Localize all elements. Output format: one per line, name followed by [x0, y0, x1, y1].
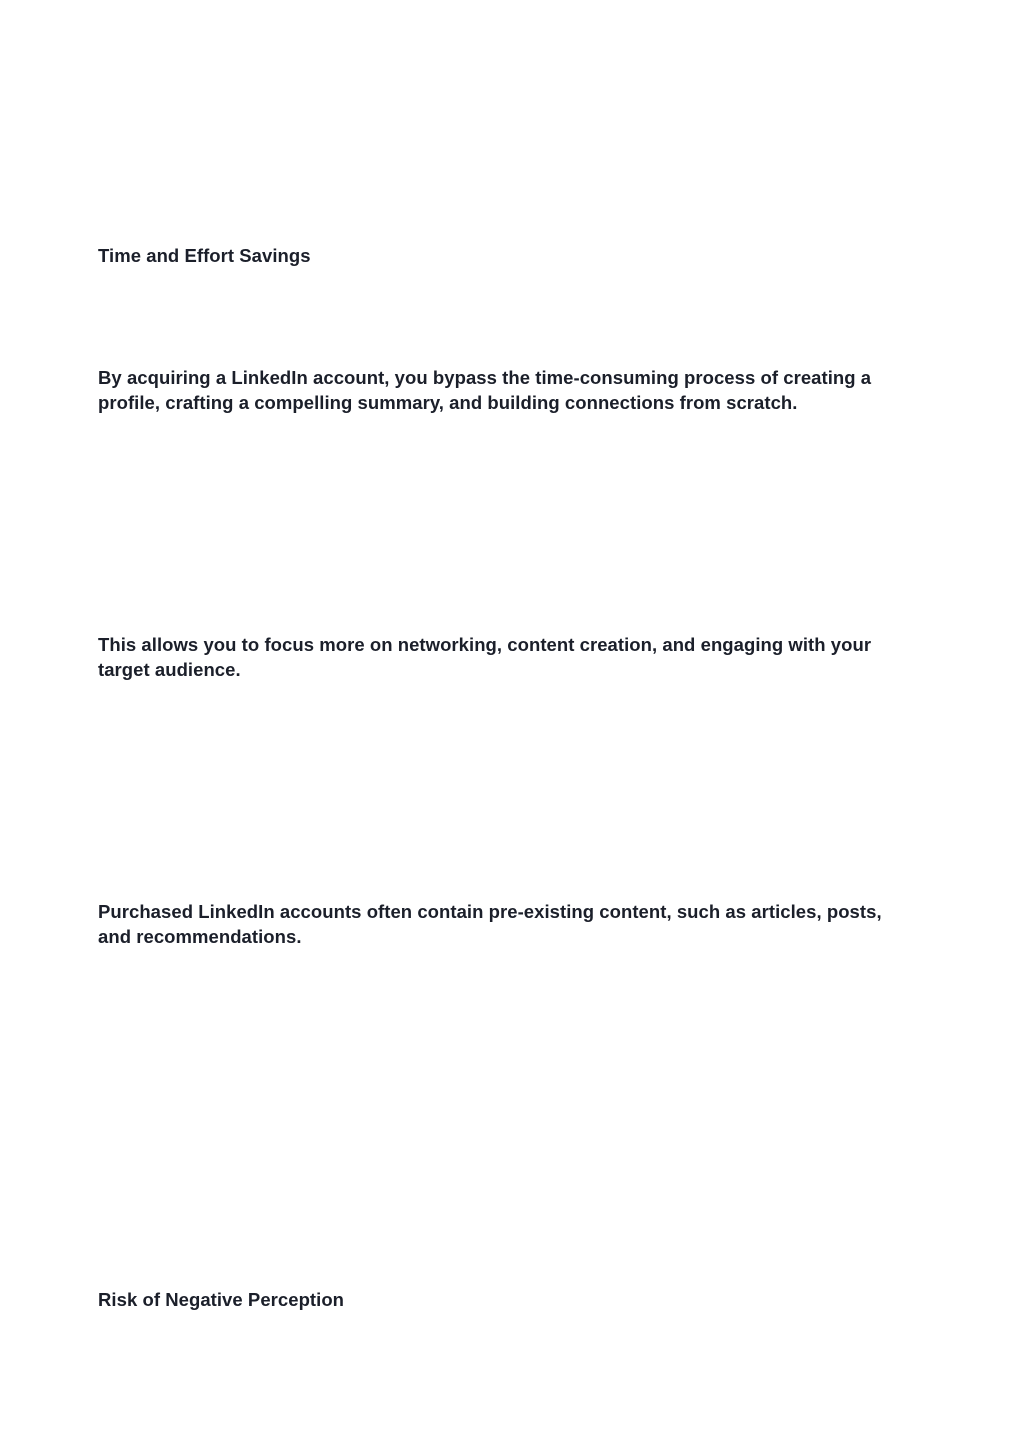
section-heading-risk-of-negative-perception: Risk of Negative Perception — [98, 1289, 345, 1310]
paragraph-bypass-profile-creation: By acquiring a LinkedIn account, you bypass the time-consuming process of creating a profile, crafting a compelling summary, and building connections from scratch. — [98, 367, 872, 413]
paragraph-pre-existing-content: Purchased LinkedIn accounts often contain pre-existing content, such as articles, posts, and recommendations. — [98, 901, 882, 947]
paragraph-focus-on-networking: This allows you to focus more on networking, content creation, and engaging with your target audience. — [98, 634, 872, 680]
section-heading-time-and-effort-savings: Time and Effort Savings — [98, 245, 311, 266]
